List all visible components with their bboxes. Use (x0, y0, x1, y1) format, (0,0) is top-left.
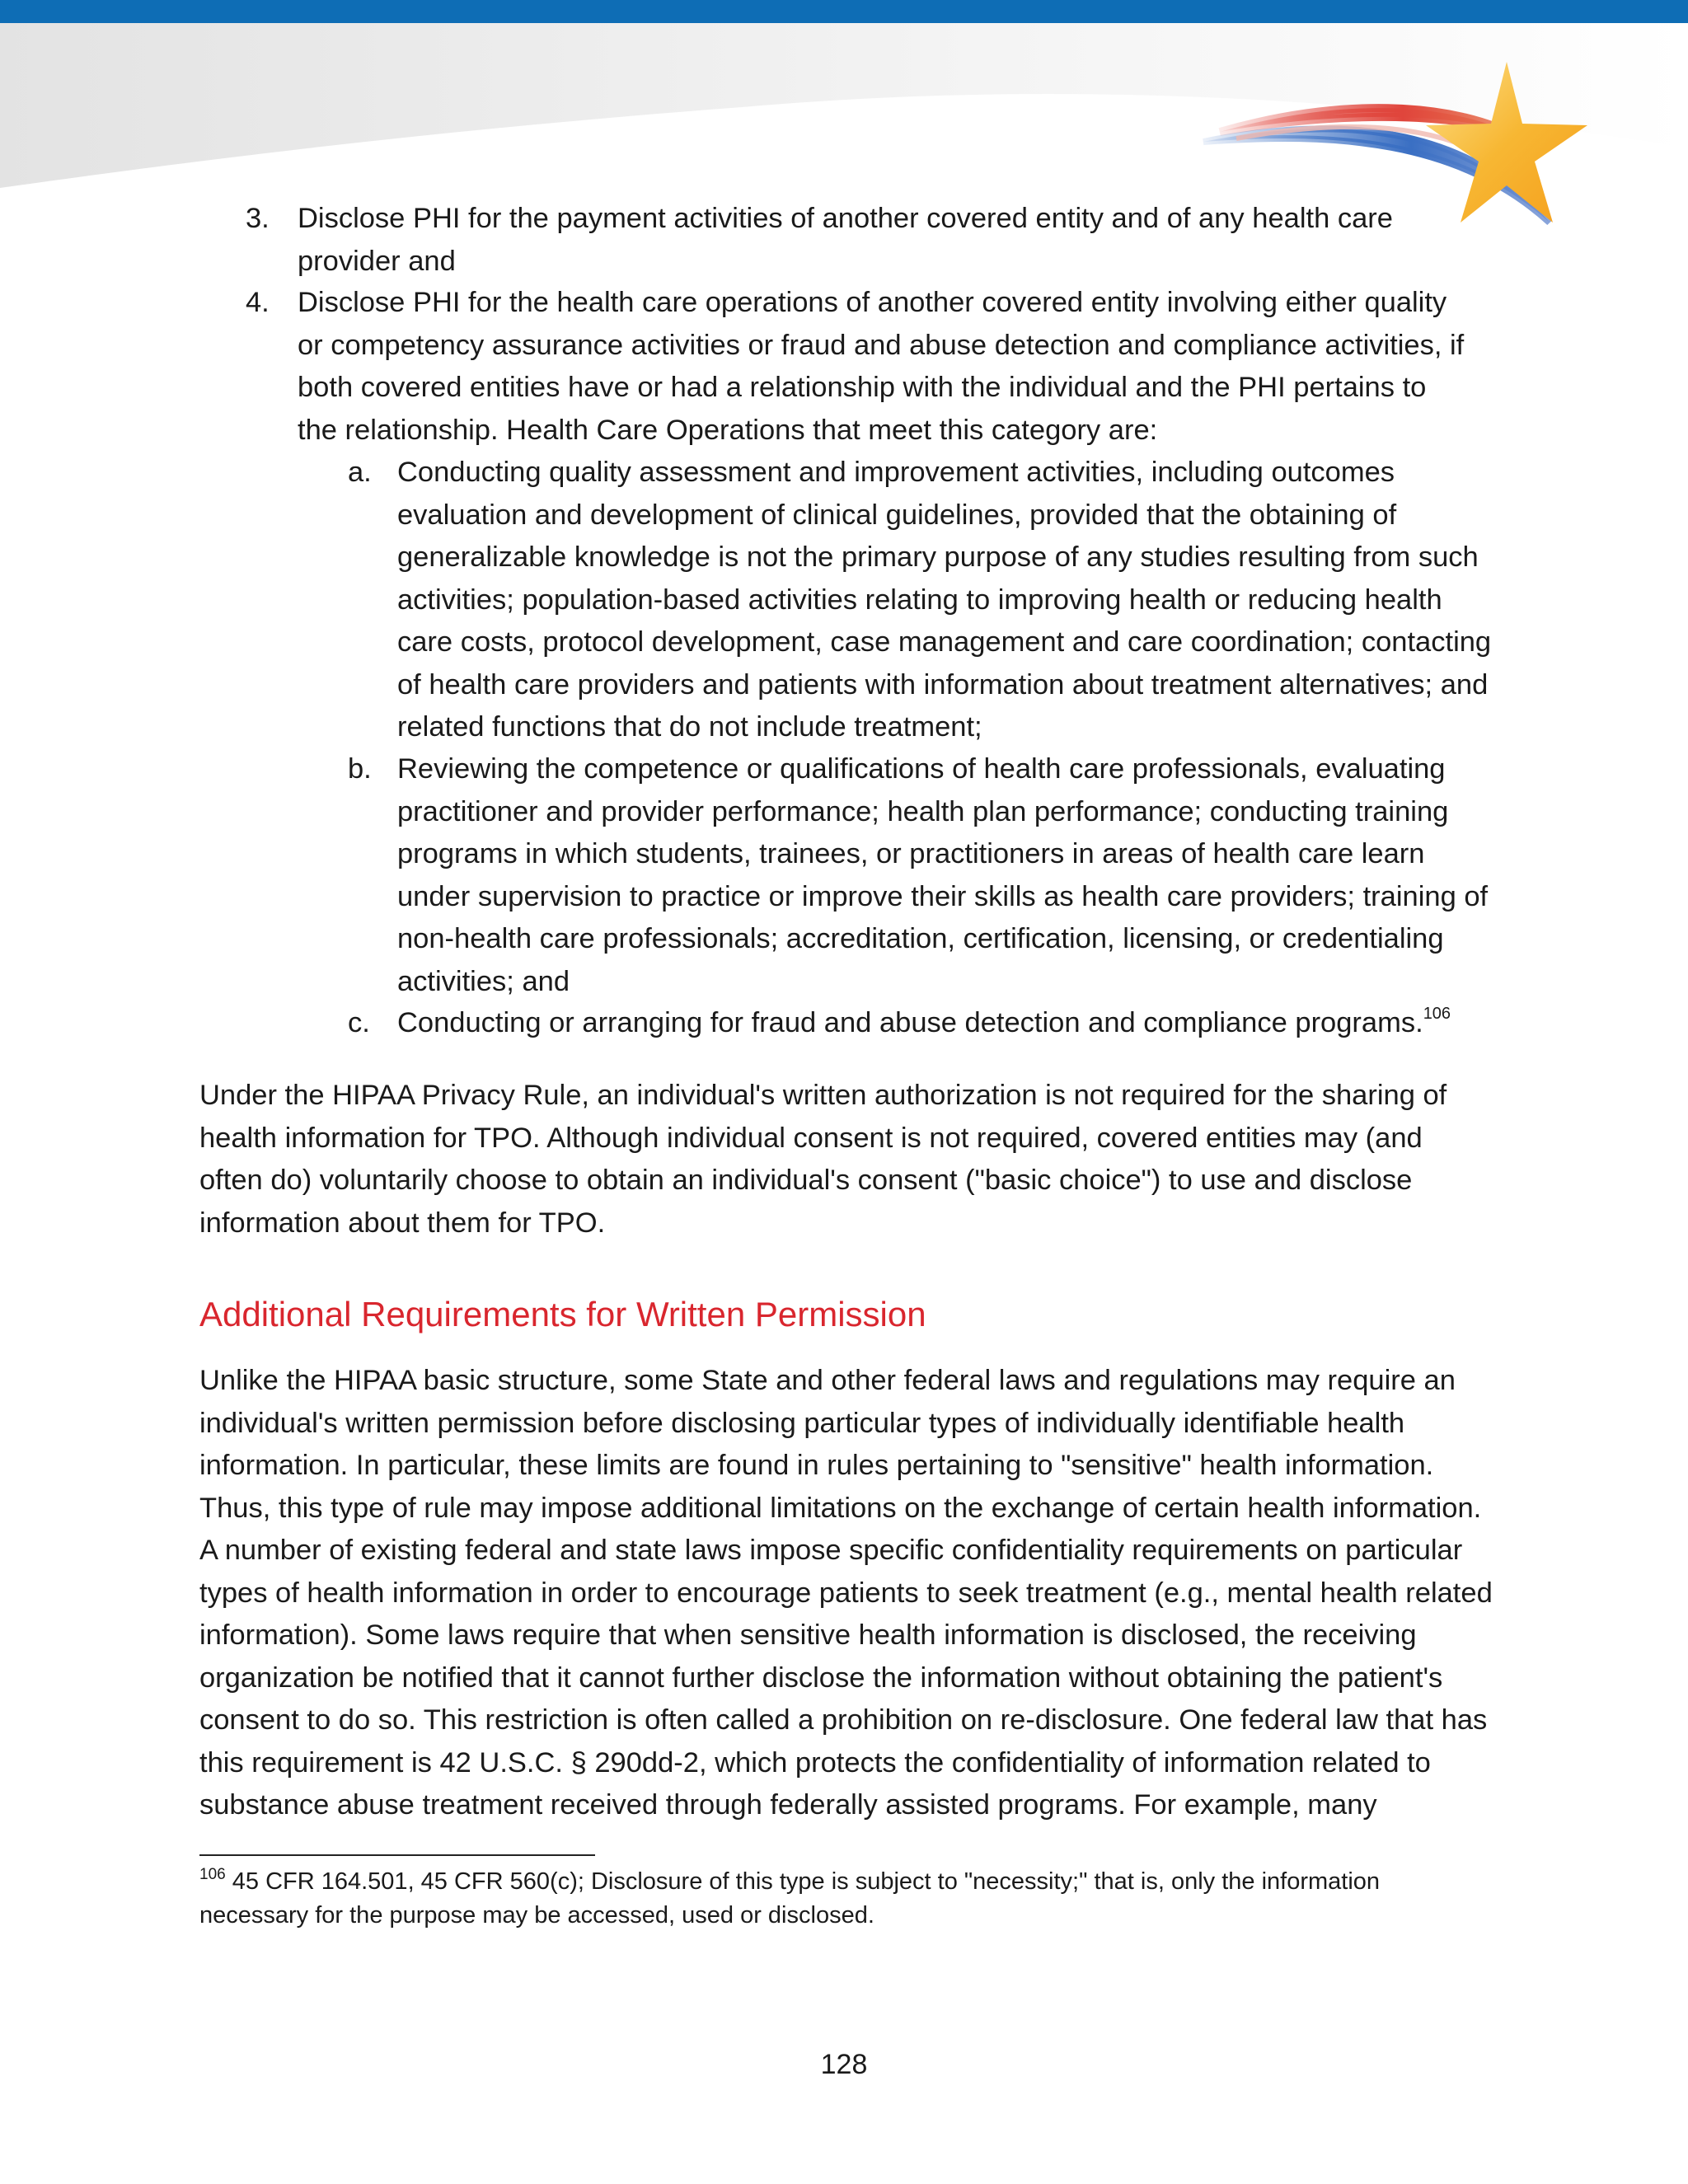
section-heading: Additional Requirements for Written Permission (199, 1295, 926, 1333)
sub-list-marker: c. (348, 1007, 370, 1038)
list-item-text: Disclose PHI for the health care operations of another covered entity involving either quality or competency assurance activities or fraud and abuse detection and compliance activities, if both covered entities have or had a relationship with the individual and the PHI pertains to the relationship. Health Care Operations that meet this category are: (298, 287, 1465, 446)
footnote-text: 45 CFR 164.501, 45 CFR 560(c); Disclosure of this type is subject to "necessity;" that is, only the information necessary for the purpose may be accessed, used or disclosed. (199, 1868, 1381, 1929)
sub-list-marker: b. (348, 753, 372, 785)
footnote-number: 106 (199, 1866, 226, 1883)
paragraph-written-permission: Unlike the HIPAA basic structure, some State and other federal laws and regulations may require an individual's written permission before disclosing particular types of individually identifiable health information. In particular, these limits are found in rules pertaining to "sensitive" health information. Thus, this type of rule may impose additional limitations on the exchange of certain health information. A number of existing federal and state laws impose specific confidentiality requirements on particular types of health information in order to encourage patients to seek treatment (e.g., mental health related information). Some laws require that when sensitive health information is disclosed, the receiving organization be notified that it cannot further disclose the information without obtaining the patient's consent to do so. This restriction is often called a prohibition on re-disclosure. One federal law that has this requirement is 42 U.S.C. § 290dd-2, which protects the confidentiality of information related to substance abuse treatment received through federally assisted programs. For example, many (199, 1365, 1493, 1821)
list-item-4 (246, 282, 1468, 452)
sub-list-marker: a. (348, 457, 372, 488)
footnote-reference[interactable]: 106 (1423, 1005, 1451, 1023)
sub-item-text: Conducting quality assessment and improvement activities, including outcomes evaluation and development of clinical guidelines, provided that the obtaining of generalizable knowledge is not the primary purpose of any studies resulting from such activities; population-based activities relating to improving health or reducing health care costs, protocol development, case management and care coordination; contacting of health care providers and patients with information about treatment alternatives; and related functions that do not include treatment; (397, 457, 1492, 743)
list-item-text: Disclose PHI for the payment activities of another covered entity and of any health care provider and (298, 203, 1393, 277)
sub-item-text: Reviewing the competence or qualifications of health care professionals, evaluating practitioner and provider performance; health plan performance; conducting training programs in which students, trainees, or practitioners in areas of health care learn under supervision to practice or improve their skills as health care providers; training of non-health care professionals; accreditation, certification, licensing, or credentialing activities; and (397, 753, 1489, 997)
footnote-divider (199, 1854, 595, 1856)
list-marker: 4. (246, 287, 270, 318)
sub-item-text: Conducting or arranging for fraud and abuse detection and compliance programs. (397, 1007, 1423, 1038)
paragraph-tpo: Under the HIPAA Privacy Rule, an individual's written authorization is not required for the sharing of health information for TPO. Although individual consent is not required, covered entities may (and often do) voluntarily choose to obtain an individual's consent ("basic choice") to use and disclose information about them for TPO. (199, 1080, 1447, 1239)
page-number: 128 (820, 2049, 868, 2080)
footnote (199, 1865, 1485, 1933)
sub-item-a (348, 452, 1502, 749)
list-marker: 3. (246, 203, 270, 234)
sub-item-c (348, 1002, 1502, 1045)
list-item-3 (246, 198, 1468, 283)
sub-item-b (348, 748, 1502, 1003)
